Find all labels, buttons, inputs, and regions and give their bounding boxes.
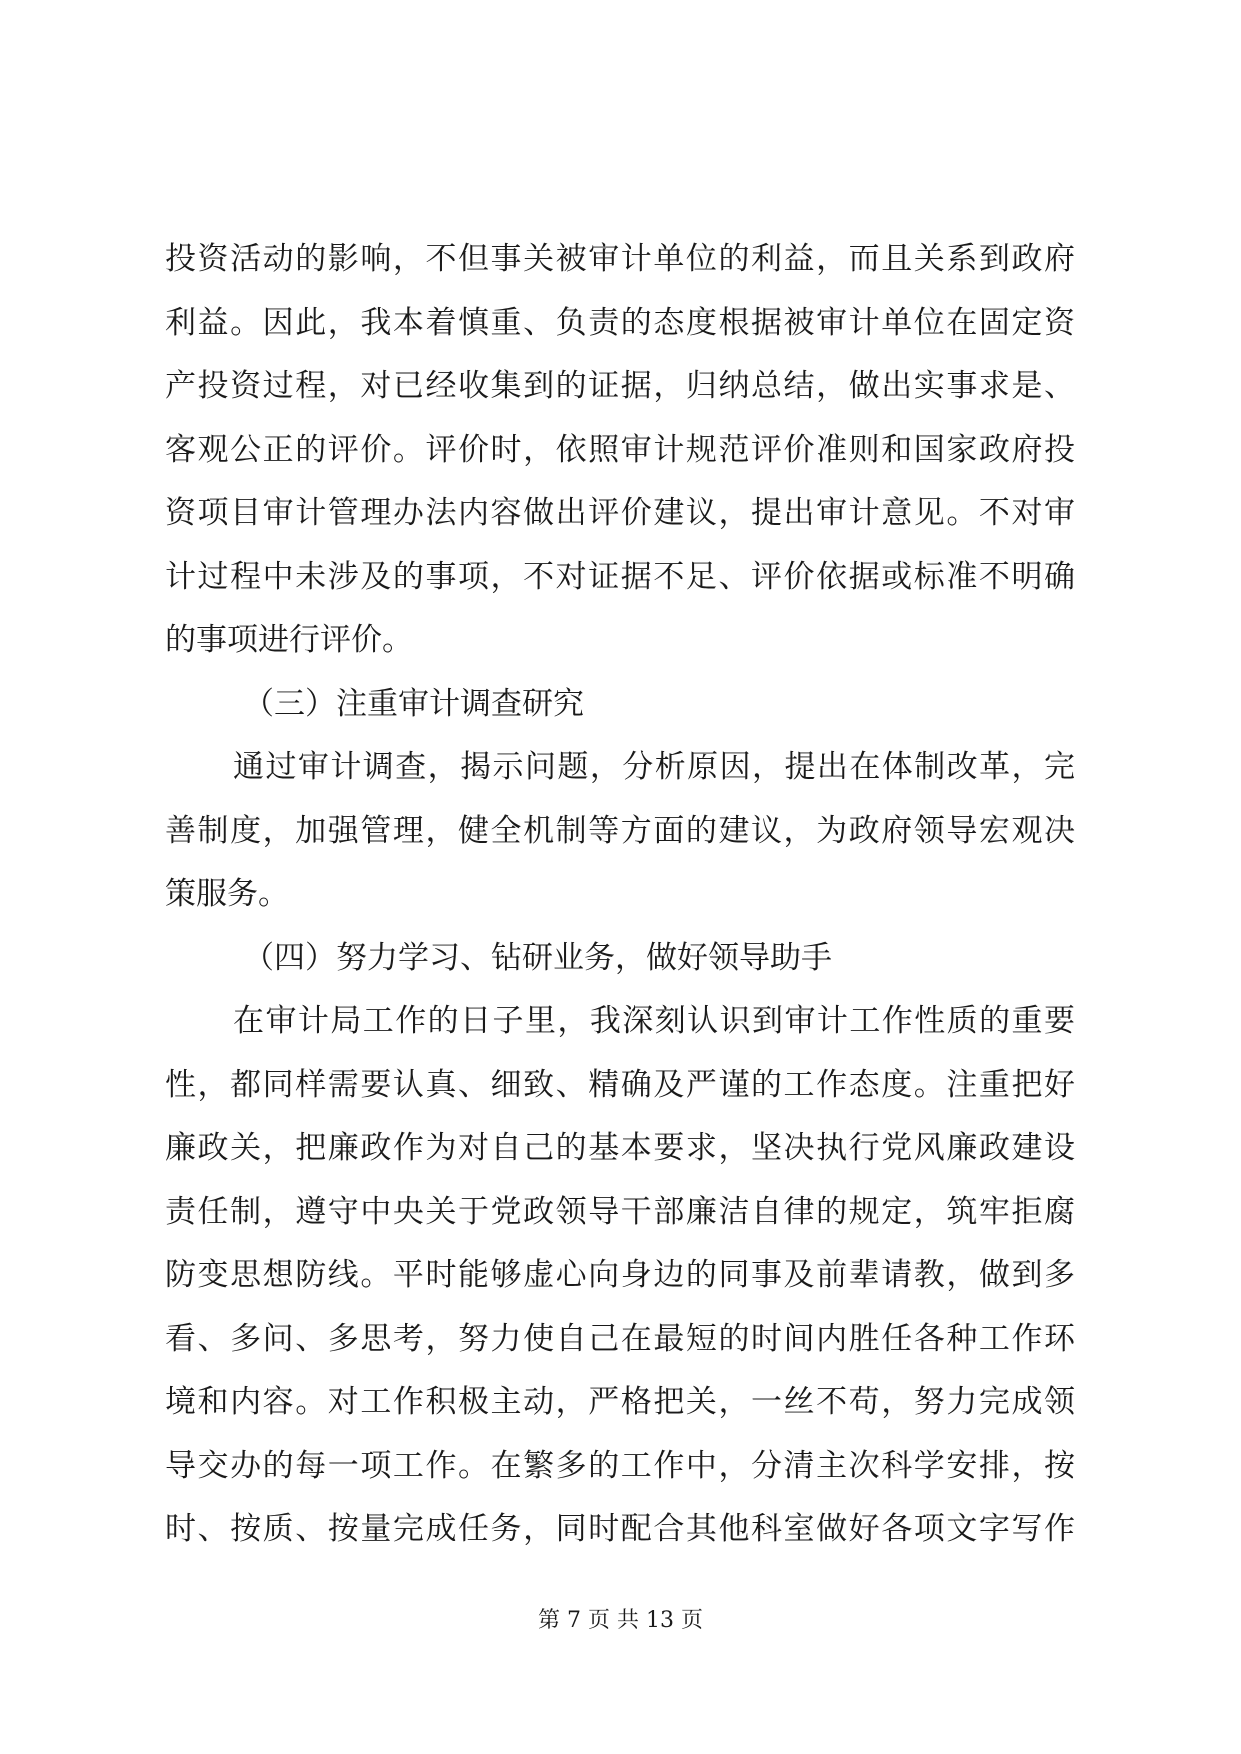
text-line: 资项目审计管理办法内容做出评价建议，提出审计意见。不对审 (165, 495, 1075, 531)
text-line: 看、多问、多思考，努力使自己在最短的时间内胜任各种工作环 (165, 1320, 1075, 1357)
text-line: 策服务。 (165, 876, 289, 912)
text-line: 产投资过程，对已经收集到的证据，归纳总结，做出实事求是、 (165, 368, 1075, 404)
page-number-footer: 第 7 页 共 13 页 (538, 1608, 703, 1633)
text-line: 的事项进行评价。 (165, 622, 413, 658)
section-heading: （四）努力学习、钻研业务，做好领导助手 (243, 939, 832, 976)
section-heading: （三）注重审计调查研究 (243, 685, 584, 722)
text-line: 防变思想防线。平时能够虚心向身边的同事及前辈请教，做到多 (165, 1257, 1075, 1293)
text-line: 廉政关，把廉政作为对自己的基本要求，坚决执行党风廉政建设 (165, 1130, 1075, 1166)
text-line: 通过审计调查，揭示问题，分析原因，提出在体制改革，完 (233, 749, 1075, 785)
text-line: 在审计局工作的日子里，我深刻认识到审计工作性质的重要 (233, 1003, 1075, 1039)
text-line: 善制度，加强管理，健全机制等方面的建议，为政府领导宏观决 (165, 812, 1075, 849)
text-line: 责任制，遵守中央关于党政领导干部廉洁自律的规定，筑牢拒腐 (165, 1193, 1075, 1230)
text-line: 导交办的每一项工作。在繁多的工作中，分清主次科学安排，按 (165, 1447, 1075, 1484)
text-line: 计过程中未涉及的事项，不对证据不足、评价依据或标准不明确 (165, 558, 1075, 595)
text-line: 投资活动的影响，不但事关被审计单位的利益，而且关系到政府 (165, 241, 1075, 277)
text-line: 利益。因此，我本着慎重、负责的态度根据被审计单位在固定资 (165, 304, 1075, 341)
text-line: 时、按质、按量完成任务，同时配合其他科室做好各项文字写作 (165, 1511, 1075, 1547)
document-body (165, 228, 1075, 1562)
text-line: 性，都同样需要认真、细致、精确及严谨的工作态度。注重把好 (165, 1066, 1075, 1103)
text-line: 客观公正的评价。评价时，依照审计规范评价准则和国家政府投 (165, 431, 1075, 468)
text-line: 境和内容。对工作积极主动，严格把关，一丝不苟，努力完成领 (165, 1384, 1075, 1420)
